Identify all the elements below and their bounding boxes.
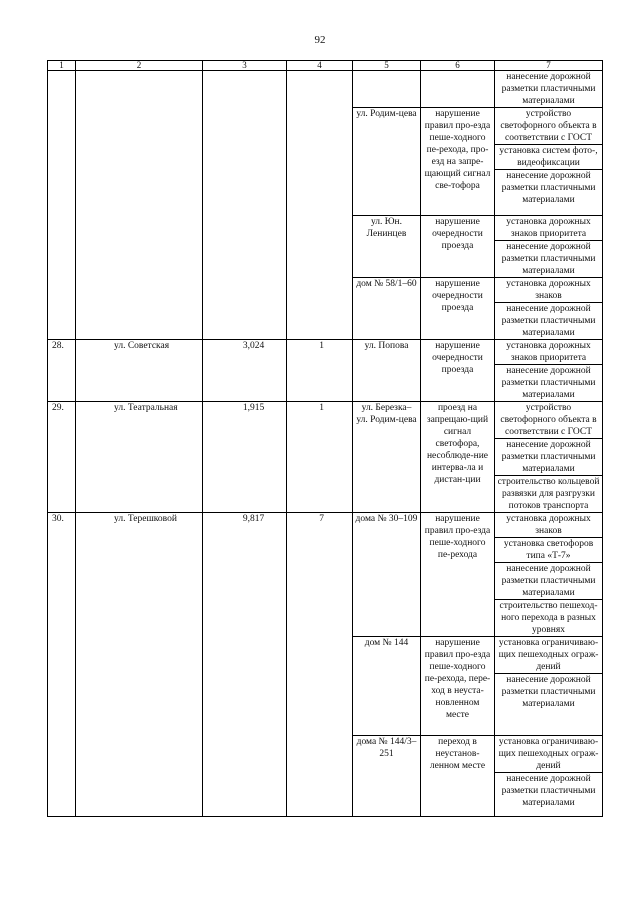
measure-cell: нанесение дорожной разметки пластичными материалами — [495, 773, 603, 817]
violation-cell: нарушение очередности проезда — [421, 216, 495, 278]
violation-cell: проезд на запрещаю-щий сигнал светофора, несоблюде-ние интерва-ла и дистан-ции — [421, 402, 495, 513]
table-row — [48, 402, 603, 439]
table-row — [48, 71, 603, 108]
page-number: 92 — [314, 34, 326, 46]
measure-cell: нанесение дорожной разметки пластичными материалами — [495, 303, 603, 340]
measure-cell: нанесение дорожной разметки пластичными материалами — [495, 439, 603, 476]
measure-cell: установка систем фото-, видеофиксации — [495, 145, 603, 170]
number-cell: 29. — [48, 402, 76, 513]
table-row — [48, 340, 603, 365]
street-cell: ул. Терешковой — [76, 513, 203, 817]
violation-cell: нарушение очередности проезда — [421, 340, 495, 402]
measure-cell: установка дорожных знаков — [495, 278, 603, 303]
location-cell — [353, 71, 421, 108]
measure-cell: нанесение дорожной разметки пластичными материалами — [495, 674, 603, 736]
header-cell: 4 — [287, 61, 353, 71]
measure-cell: нанесение дорожной разметки пластичными материалами — [495, 71, 603, 108]
location-cell: дома № 30–109 — [353, 513, 421, 637]
measure-cell: установка светофоров типа «Т-7» — [495, 538, 603, 563]
measure-cell: строительство кольцевой развязки для разгрузки потоков транспорта — [495, 476, 603, 513]
number-cell: 28. — [48, 340, 76, 402]
location-cell: ул. Попова — [353, 340, 421, 402]
count-cell: 1 — [287, 402, 353, 513]
violation-cell: переход в неустанов-ленном месте — [421, 736, 495, 817]
header-cell: 7 — [495, 61, 603, 71]
length-cell — [203, 71, 287, 340]
count-cell: 7 — [287, 513, 353, 817]
measure-cell: строительство пешеход-ного перехода в разных уровнях — [495, 600, 603, 637]
measure-cell: устройство светофорного объекта в соответствии с ГОСТ — [495, 108, 603, 145]
violation-cell: нарушение очередности проезда — [421, 278, 495, 340]
measure-cell: нанесение дорожной разметки пластичными материалами — [495, 365, 603, 402]
street-cell: ул. Советская — [76, 340, 203, 402]
header-cell: 5 — [353, 61, 421, 71]
number-cell: 30. — [48, 513, 76, 817]
header-cell: 1 — [48, 61, 76, 71]
length-cell: 1,915 — [203, 402, 287, 513]
measure-cell: устройство светофорного объекта в соответствии с ГОСТ — [495, 402, 603, 439]
length-cell: 9,817 — [203, 513, 287, 817]
measure-cell: установка ограничиваю-щих пешеходных ограж-дений — [495, 736, 603, 773]
header-cell: 2 — [76, 61, 203, 71]
violation-cell — [421, 71, 495, 108]
measure-cell: нанесение дорожной разметки пластичными материалами — [495, 563, 603, 600]
violation-cell: нарушение правил про-езда пеше-ходного пе-рехода, про-езд на запре-щающий сигнал све-тофора — [421, 108, 495, 216]
header-cell: 6 — [421, 61, 495, 71]
location-cell: дом № 58/1–60 — [353, 278, 421, 340]
location-cell: ул. Юн. Ленинцев — [353, 216, 421, 278]
length-cell: 3,024 — [203, 340, 287, 402]
street-cell: ул. Театральная — [76, 402, 203, 513]
measure-cell: установка дорожных знаков приоритета — [495, 340, 603, 365]
header-row — [48, 61, 603, 71]
header-cell: 3 — [203, 61, 287, 71]
location-cell: дом № 144 — [353, 637, 421, 736]
violation-cell: нарушение правил про-езда пеше-ходного пе-рехода, пере-ход в неуста-новленном месте — [421, 637, 495, 736]
measure-cell: установка ограничиваю-щих пешеходных ограж-дений — [495, 637, 603, 674]
location-cell: ул. Березка– ул. Родим-цева — [353, 402, 421, 513]
measure-cell: установка дорожных знаков — [495, 513, 603, 538]
measure-cell: нанесение дорожной разметки пластичными материалами — [495, 170, 603, 216]
violation-cell: нарушение правил про-езда пеше-ходного пе-рехода — [421, 513, 495, 637]
street-cell — [76, 71, 203, 340]
count-cell — [287, 71, 353, 340]
table-row — [48, 513, 603, 538]
count-cell: 1 — [287, 340, 353, 402]
road-safety-table — [47, 60, 603, 817]
measure-cell: нанесение дорожной разметки пластичными материалами — [495, 241, 603, 278]
number-cell — [48, 71, 76, 340]
measure-cell: установка дорожных знаков приоритета — [495, 216, 603, 241]
location-cell: дома № 144/3–251 — [353, 736, 421, 817]
location-cell: ул. Родим-цева — [353, 108, 421, 216]
